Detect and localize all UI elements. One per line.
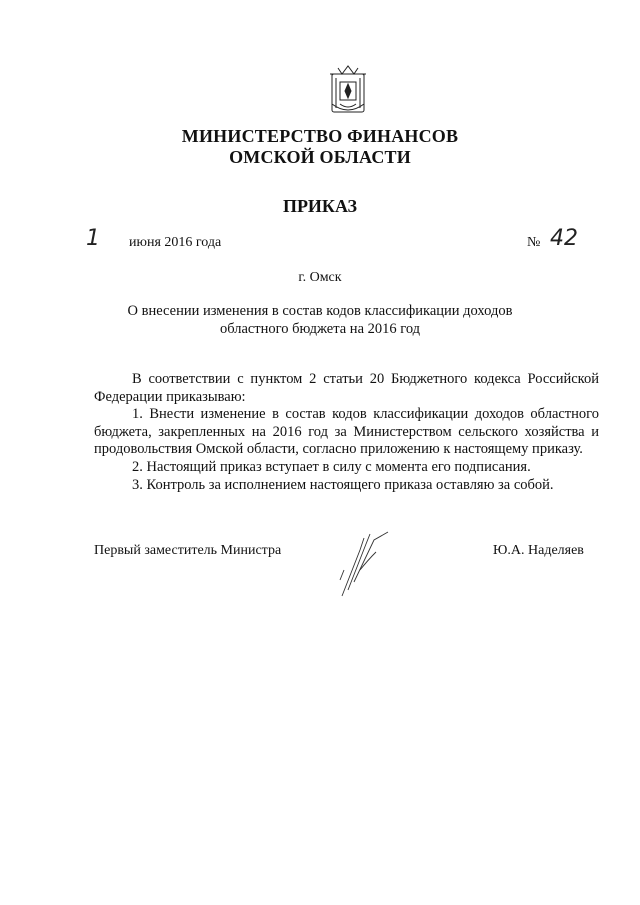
order-body	[94, 371, 599, 494]
order-number-label: №	[527, 235, 541, 250]
order-item-1: 1. Внести изменение в состав кодов классификации доходов областного бюджета, закрепленных на 2016 год за Министерством сельского хозяйства и продовольствия Омской области, согласно приложению к настоящему приказу.	[94, 406, 599, 458]
subject	[0, 303, 640, 338]
signatory-position: Первый заместитель Министра	[94, 543, 282, 558]
document-title: ПРИКАЗ	[282, 196, 358, 216]
order-item-3: 3. Контроль за исполнением настоящего приказа оставляю за собой.	[132, 476, 554, 493]
coat-of-arms-icon	[326, 64, 370, 116]
signatory-name: Ю.А. Наделяев	[493, 543, 584, 558]
order-number-handwritten: 42	[550, 226, 578, 251]
subject-line2: областного бюджета на 2016 год	[219, 320, 421, 337]
handwritten-signature	[330, 530, 410, 600]
intro-paragraph: В соответствии с пунктом 2 статьи 20 Бюджетного кодекса Российской Федерации приказываю:	[94, 371, 599, 405]
ministry-name-line1: МИНИСТЕРСТВО ФИНАНСОВ	[181, 126, 459, 146]
date-day-handwritten: 1	[86, 226, 100, 251]
order-item-2: 2. Настоящий приказ вступает в силу с момента его подписания.	[132, 458, 531, 475]
ministry-name-line2: ОМСКОЙ ОБЛАСТИ	[229, 147, 411, 167]
date-text: июня 2016 года	[129, 235, 222, 250]
city: г. Омск	[298, 270, 342, 285]
subject-line1: О внесении изменения в состав кодов классификации доходов	[127, 303, 513, 319]
